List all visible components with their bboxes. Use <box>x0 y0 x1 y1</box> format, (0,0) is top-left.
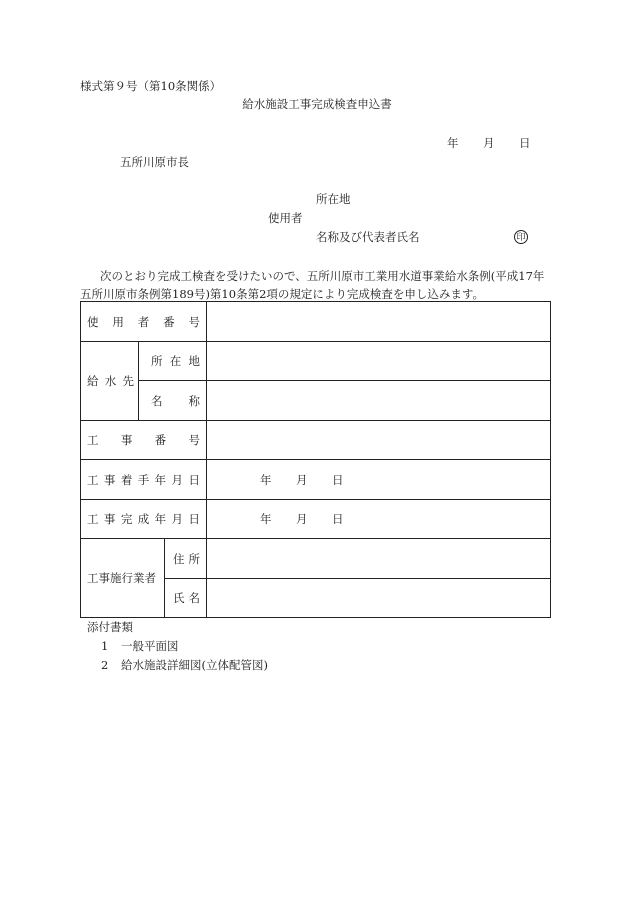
date-day-label: 日 <box>519 136 531 150</box>
label-char: 用 <box>112 314 124 329</box>
contractor-name-label <box>165 579 207 618</box>
application-statement: 次のとおり完成工検査を受けたいので、五所川原市工業用水道事業給水条例(平成17年五所川原市条例第189号)第10条第2項の規定により完成検査を申し込みます。 <box>80 269 545 301</box>
label-char: 年 <box>154 512 167 526</box>
label-char: 者 <box>137 314 150 329</box>
label-char: 氏 <box>173 591 185 605</box>
label-char: 年 <box>154 472 167 487</box>
label-char: 水 <box>104 374 117 388</box>
contractor-address-label <box>165 539 207 579</box>
document-title: 給水施設工事完成検査申込書 <box>242 97 392 111</box>
attachment-text: 給水施設詳細図(立体配管図) <box>121 658 268 672</box>
user-number-label <box>81 302 207 342</box>
attachments-title: 添付書類 <box>87 620 133 634</box>
start-date-field[interactable] <box>207 460 551 500</box>
label-char: 住 <box>173 551 185 566</box>
applicant-user-label: 使用者 <box>268 211 303 225</box>
label-char: 工 <box>87 433 99 447</box>
contractor-name-field[interactable] <box>207 579 551 618</box>
label-char: 工 <box>87 472 99 487</box>
applicant-name-label: 名称及び代表者氏名 <box>316 230 420 244</box>
label-char: 成 <box>137 512 150 526</box>
start-date-label <box>81 460 207 500</box>
supply-location-label <box>139 342 207 381</box>
date-month-label: 月 <box>483 136 495 150</box>
label-char: 給 <box>87 374 99 388</box>
row-user-number <box>81 302 551 342</box>
label-char: 称 <box>188 393 200 408</box>
attachment-item <box>101 641 179 653</box>
applicant-location-label: 所在地 <box>316 192 351 206</box>
label-char: 名 <box>151 393 163 408</box>
label-char: 事 <box>120 433 133 447</box>
attachment-text: 一般平面図 <box>121 639 179 653</box>
attachment-number: 2 <box>101 658 109 672</box>
label-char: 月 <box>171 512 184 526</box>
label-char: 在 <box>169 354 182 368</box>
label-char: 完 <box>120 512 133 526</box>
label-char: 名 <box>188 591 200 605</box>
label-char: 月 <box>171 472 184 487</box>
contractor-address-field[interactable] <box>207 539 551 579</box>
application-date <box>447 138 531 150</box>
form-number: 様式第９号（第10条関係） <box>80 79 222 93</box>
completion-year-label: 年 <box>260 512 272 526</box>
completion-date-label <box>81 500 207 539</box>
row-supply-location <box>81 342 551 381</box>
attachment-number: 1 <box>101 639 109 653</box>
label-char: 工 <box>87 512 99 526</box>
label-char: 事 <box>103 472 116 487</box>
label-char: 所 <box>188 551 200 566</box>
label-char: 地 <box>188 354 200 368</box>
start-day-label: 日 <box>332 472 344 487</box>
application-form-table <box>80 301 551 618</box>
label-char: 番 <box>154 433 167 447</box>
completion-month-label: 月 <box>296 512 308 526</box>
label-char: 使 <box>87 314 99 329</box>
row-supply-name <box>81 381 551 421</box>
row-work-number <box>81 421 551 460</box>
date-year-label: 年 <box>447 136 459 150</box>
seal-mark: 印 <box>514 230 528 244</box>
label-char: 日 <box>188 512 200 526</box>
work-number-field[interactable] <box>207 421 551 460</box>
label-char: 着 <box>120 472 133 487</box>
label-char: 先 <box>122 374 134 388</box>
label-char: 号 <box>188 433 200 447</box>
label-char: 事 <box>103 512 116 526</box>
start-month-label: 月 <box>296 472 308 487</box>
label-char: 番 <box>163 314 175 329</box>
label-char: 手 <box>137 472 150 487</box>
work-number-label <box>81 421 207 460</box>
row-start-date <box>81 460 551 500</box>
contractor-label: 工事施行業者 <box>81 539 165 618</box>
start-year-label: 年 <box>260 472 272 487</box>
attachment-item <box>101 660 268 672</box>
supply-name-label <box>139 381 207 421</box>
addressee: 五所川原市長 <box>120 155 189 169</box>
label-char: 日 <box>188 472 200 487</box>
user-number-field[interactable] <box>207 302 551 342</box>
row-contractor-address <box>81 539 551 579</box>
supply-location-field[interactable] <box>207 342 551 381</box>
completion-day-label: 日 <box>332 512 344 526</box>
supply-destination-label <box>81 342 139 421</box>
row-completion-date <box>81 500 551 539</box>
supply-name-field[interactable] <box>207 381 551 421</box>
label-char: 号 <box>188 314 200 329</box>
completion-date-field[interactable] <box>207 500 551 539</box>
label-char: 所 <box>151 354 163 368</box>
